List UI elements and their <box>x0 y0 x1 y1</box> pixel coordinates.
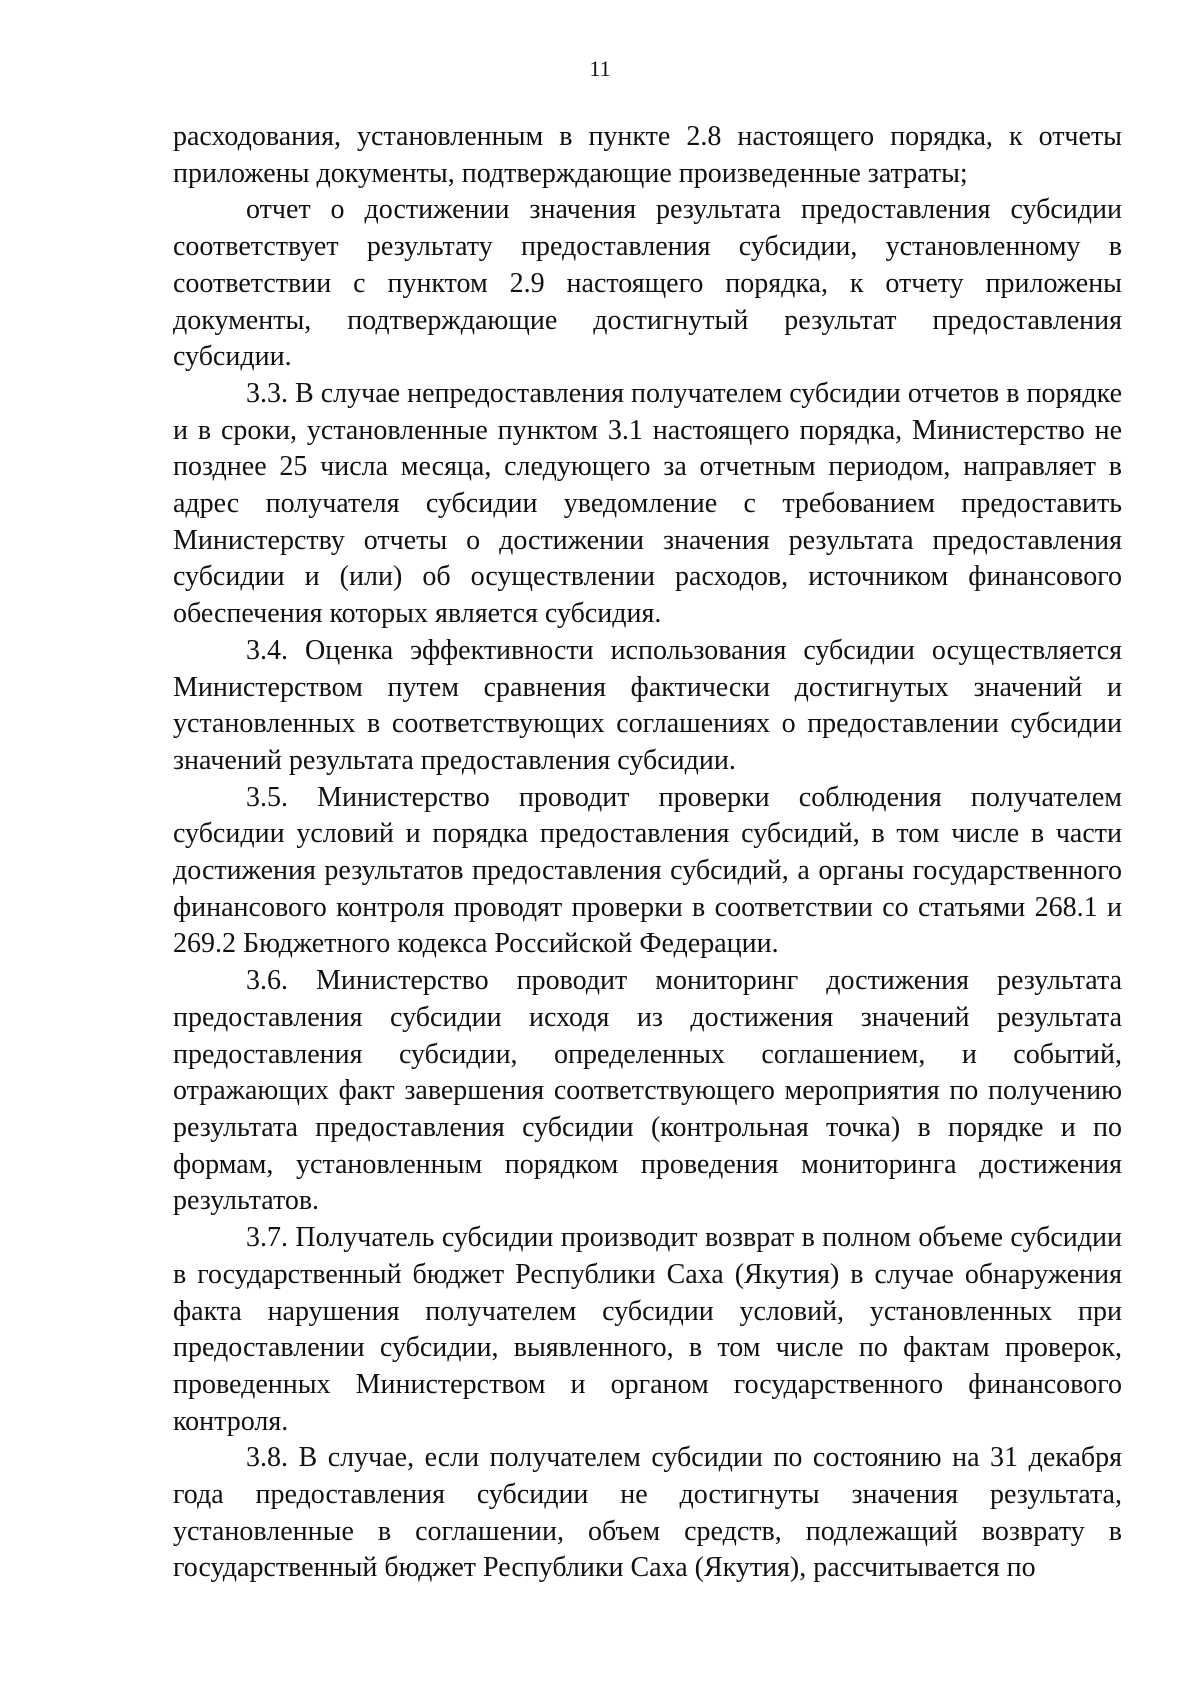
page-number: 11 <box>589 56 611 81</box>
paragraph-3-7: 3.7. Получатель субсидии производит возврат в полном объеме субсидии в государственный бюджет Республики Саха (Якутия) в случае обнаружения факта нарушения получателем субсидии условий, установленных при предоставлении субсидии, выявленного, в том числе по фактам проверок, проведенных Министерством и органом государственного финансового контроля. <box>173 1222 1122 1437</box>
paragraph-report-criteria: отчет о достижении значения результата предоставления субсидии соответствует результату предоставления субсидии, установленному в соответствии с пунктом 2.9 настоящего порядка, к отчету приложены документы, подтверждающие достигнутый результат предоставления субсидии. <box>173 194 1122 373</box>
paragraph-3-4: 3.4. Оценка эффективности использования субсидии осуществляется Министерством путем сравнения фактически достигнутых значений и установленных в соответствующих соглашениях о предоставлении субсидии значений результата предоставления субсидии. <box>173 634 1122 776</box>
paragraph-3-8: 3.8. В случае, если получателем субсидии по состоянию на 31 декабря года предоставления субсидии не достигнуты значения результата, установленные в соглашении, объем средств, подлежащий возврату в государственный бюджет Республики Саха (Якутия), рассчитывается по <box>173 1442 1122 1584</box>
paragraph-3-5: 3.5. Министерство проводит проверки соблюдения получателем субсидии условий и порядка предоставления субсидий, в том числе в части достижения результатов предоставления субсидий, а органы государственного финансового контроля проводят проверки в соответствии со статьями 268.1 и 269.2 Бюджетного кодекса Российской Федерации. <box>173 781 1122 960</box>
paragraph-continuation: расходования, установленным в пункте 2.8 настоящего порядка, к отчеты приложены документы, подтверждающие произведенные затраты; <box>173 121 1122 189</box>
paragraph-3-6: 3.6. Министерство проводит мониторинг достижения результата предоставления субсидии исходя из достижения значений результата предоставления субсидии, определенных соглашением, и событий, отражающих факт завершения соответствующего мероприятия по получению результата предоставления субсидии (контрольная точка) в порядке и по формам, установленным порядком проведения мониторинга достижения результатов. <box>173 965 1122 1217</box>
paragraph-3-3: 3.3. В случае непредоставления получателем субсидии отчетов в порядке и в сроки, установленные пунктом 3.1 настоящего порядка, Министерство не позднее 25 числа месяца, следующего за отчетным периодом, направляет в адрес получателя субсидии уведомление с требованием предоставить Министерству отчеты о достижении значения результата предоставления субсидии и (или) об осуществлении расходов, источником финансового обеспечения которых является субсидия. <box>173 377 1122 630</box>
document-body <box>173 119 1122 1587</box>
